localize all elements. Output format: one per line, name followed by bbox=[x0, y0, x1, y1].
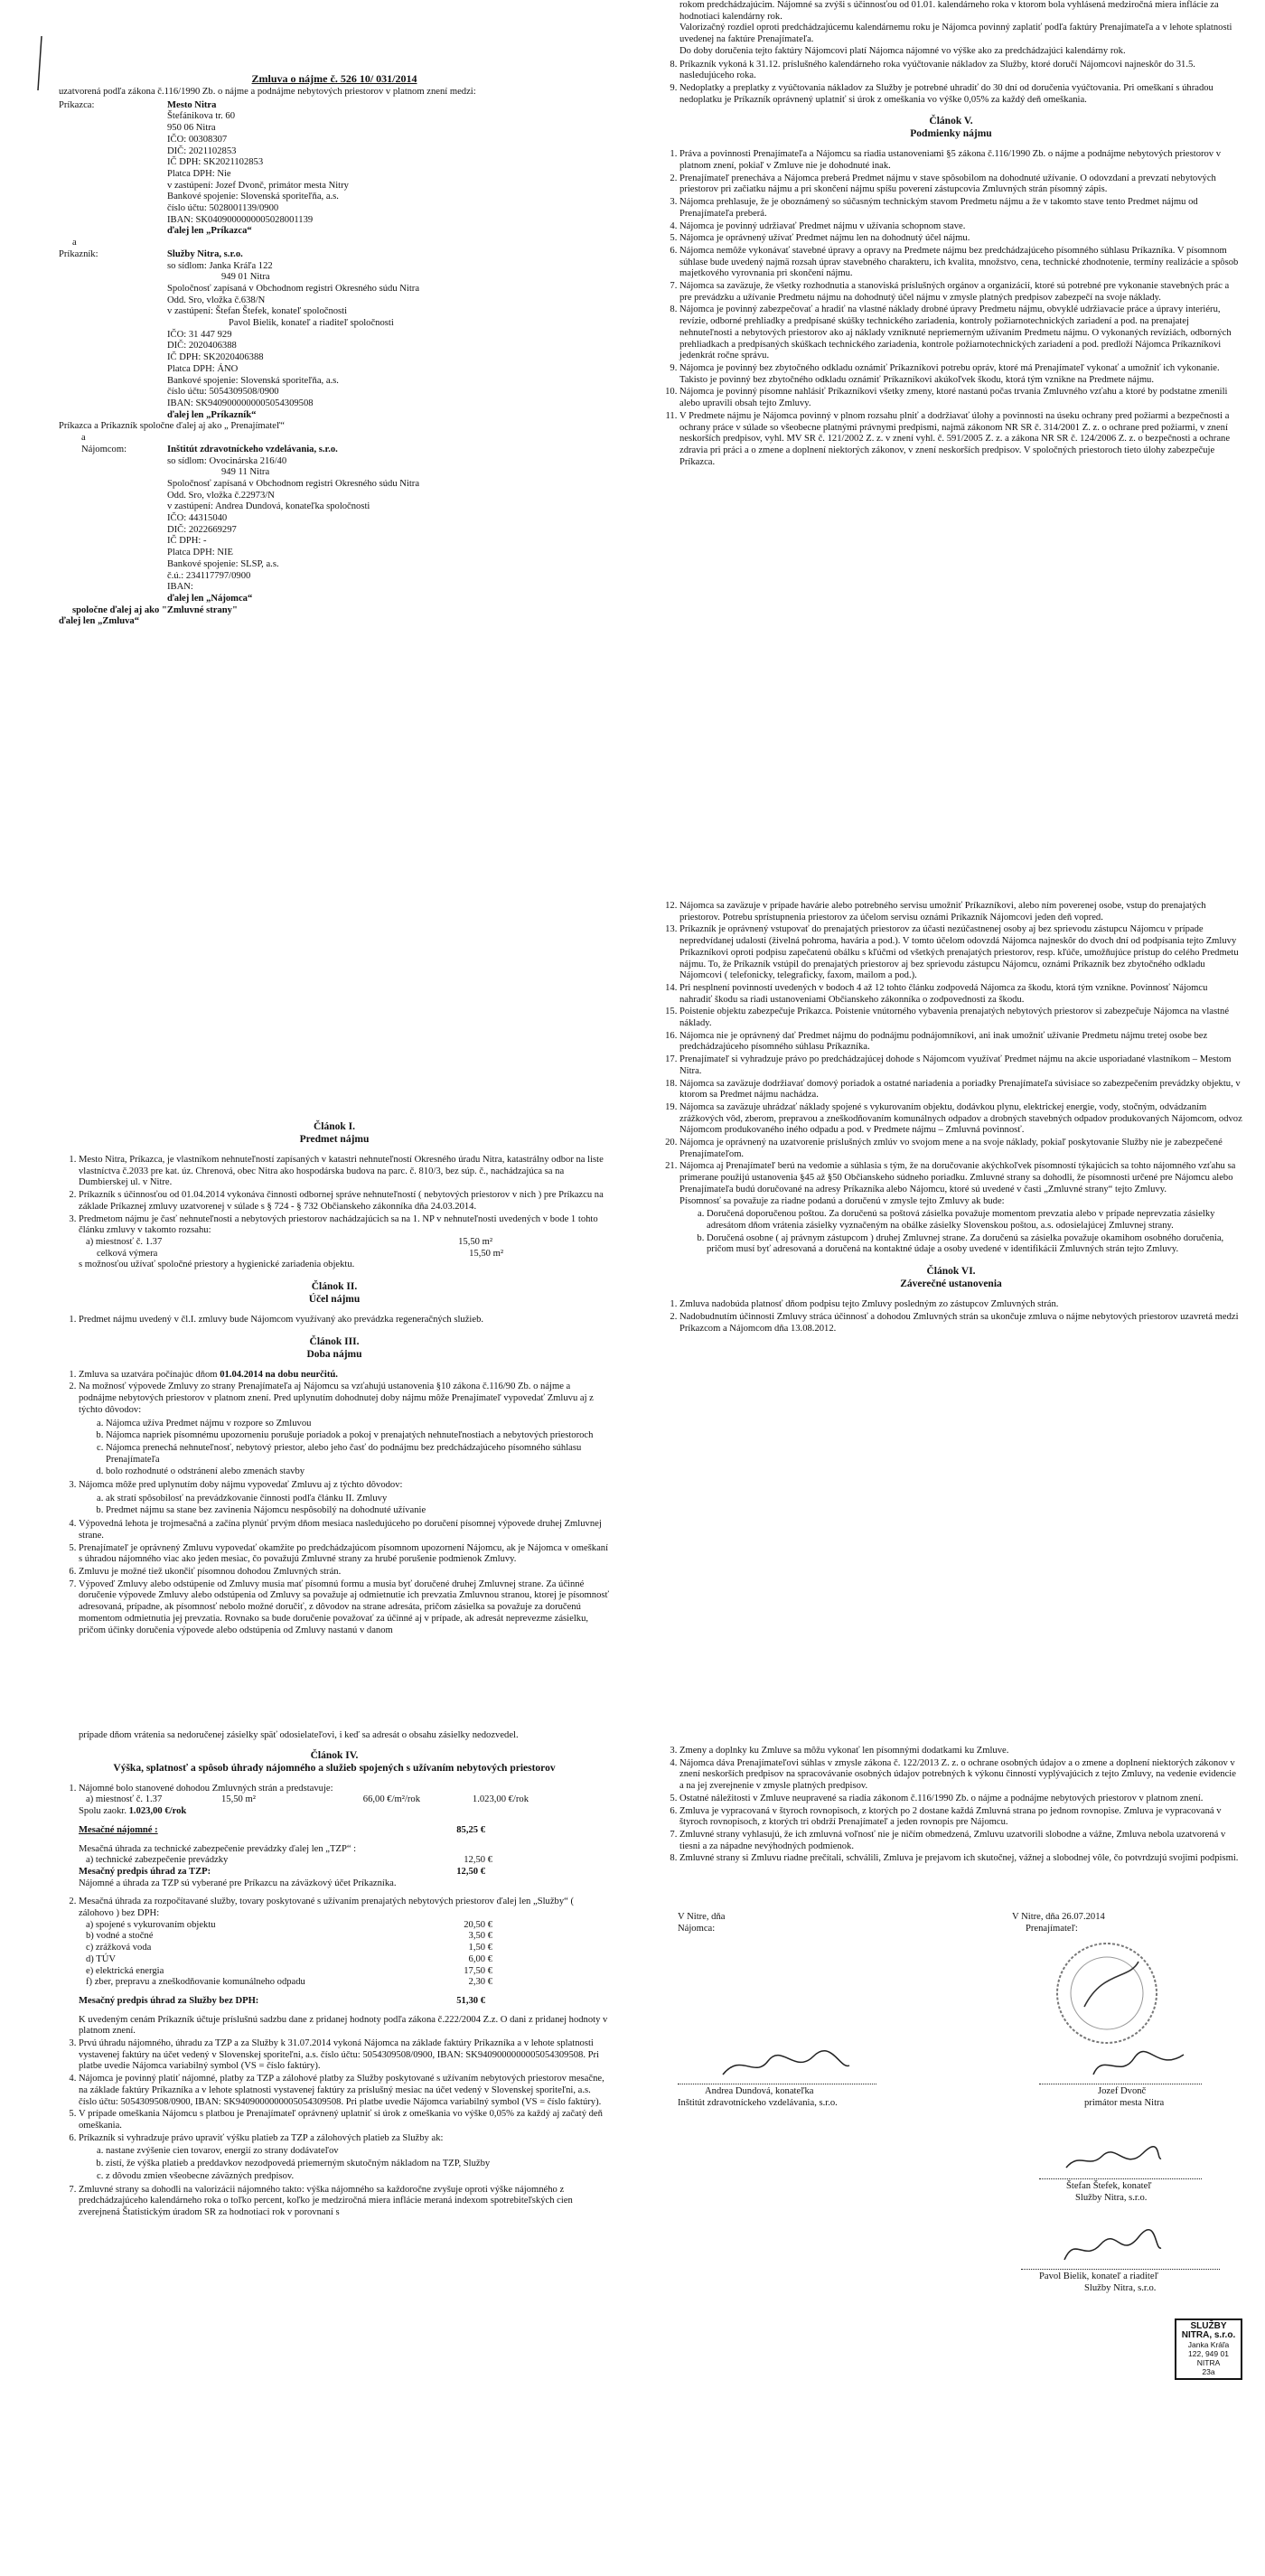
list-item-text: Na možnosť výpovede Zmluvy zo strany Prenajímateľa aj Nájomcu sa vzťahujú ustanovenia §10 zákona č.116/90 Zb. o nájme a podnájme nebytových priestorov v platnom znení. Pred uplynutím dohodnutej doby nájmu môže Prenajímateľ vypovedať Zmluvu aj z týchto dôvodov: bbox=[79, 1382, 594, 1415]
list-item: 8. Nájomca je povinný zabezpečovať a hradiť na vlastné náklady drobné úpravy Predmetu nájmu, obvyklé udržiavacie práce a úpravy interiéru, revízie, odborné prehliadky a predpísané skúšky technického zariadenia, kontroly požiarnotechnických zariadení a pod. na prenajatej nehnuteľnosti a nebytových priestorov ako aj náklady vzniknuté nepriemerným užívaním Predmetu nájmu. O vykonaných revíziách, odborných prehliadkach a predpísaných skúškach technického zariadenia, kontrole požiarnotechnických zariadení a pod. predloží Nájomca Príkazníkovi jedenkrát ročne správu. bbox=[679, 304, 1242, 362]
list-item: 13. Príkazník je oprávnený vstupovať do prenajatých priestorov za účasti nezúčastnenej osoby aj bez sprievodu zástupcu Nájomcu v prípade nepredvídanej udalosti (živelná pohroma, havária a pod.). V tomto účelom odovzdá Nájomca najneskôr do dvoch dní od podpísania tejto Zmluvy Príkazníkovi oproti podpisu zapečatenú obálku s kľúčmi od všetkých prenajatých priestorov, resp. kľúče, umožňujúce prístup do celého Predmetu nájmu. To, že Príkazník vstúpil do prenajatých priestorov aj bez sprievodu zástupcu Nájomcu, oznámi Príkazník bez zbytočného odkladu Nájomcovi ( telefonicky, telegraficky, faxom, mailom a pod.). bbox=[679, 924, 1242, 982]
area-value: 15,50 m² bbox=[458, 1236, 492, 1247]
paragraph: Valorizačný rozdiel oproti predchádzajúcemu kalendárnemu roku je Nájomca povinný zaplatiť podľa faktúry Prenajímateľa a v lehote splatnosti uvedenej na faktúre Prenajímateľa. bbox=[679, 23, 1232, 45]
place-date: V Nitre, dňa 26.07.2014 bbox=[1012, 1912, 1105, 1923]
signatory-name: Andrea Dundová, konateľka bbox=[705, 2086, 814, 2097]
article-6-list-cont bbox=[660, 1746, 1242, 1865]
stamp-line: SLUŽBY NITRA, s.r.o. bbox=[1181, 2321, 1236, 2341]
service-value: 17,50 € bbox=[464, 1965, 492, 1976]
service-label: f) zber, prepravu a zneškodňovanie komunálneho odpadu bbox=[86, 1977, 305, 1988]
service-label: a) spojené s vykurovaním objektu bbox=[86, 1919, 216, 1930]
service-row bbox=[79, 1931, 610, 1943]
pencil-mark bbox=[36, 36, 43, 90]
list-item: 1. Práva a povinnosti Prenajímateľa a Nájomcu sa riadia ustanoveniami §5 zákona č.116/1990 Zb. o nájme a podnájme nebytových priestorov v platnom znení, pokiaľ v Zmluve nie je dohodnuté inak. bbox=[679, 149, 1242, 172]
sub-list-item: c. z dôvodu zmien všeobecne záväzných predpisov. bbox=[106, 2171, 610, 2183]
party-prikaznik bbox=[59, 249, 610, 422]
list-item-text: Nájomca môže pred uplynutím doby nájmu vypovedať Zmluvu aj z týchto dôvodov: bbox=[79, 1480, 403, 1491]
list-item: 5. Nájomca je oprávnený užívať Predmet nájmu len na dohodnutý účel nájmu. bbox=[679, 233, 1242, 245]
party-name: Mesto Nitra bbox=[167, 99, 217, 110]
list-item: 14. Pri nesplnení povinností uvedených v bodoch 4 až 12 tohto článku zodpovedá Nájomca za škodu, ktorá tým vznikne. Povinnosť Nájomcu nahradiť škodu sa riadi ustanoveniami Občianskeho zákonníka o zodpovednosti za škodu. bbox=[679, 983, 1242, 1006]
article-heading: Článok II. bbox=[311, 1281, 358, 1293]
tzp-note: Nájomné a úhrada za TZP sú vyberané pre Príkazcu na záväzkový účet Príkazníka. bbox=[79, 1878, 397, 1888]
list-item: 3. Zmeny a doplnky ku Zmluve sa môžu vykonať len písomnými dodatkami ku Zmluve. bbox=[679, 1746, 1242, 1757]
service-row bbox=[79, 1954, 610, 1966]
signatory-role: Nájomca: bbox=[678, 1923, 716, 1934]
party-line: IČ DPH: SK2021102853 bbox=[167, 157, 264, 168]
article-heading: Článok I. bbox=[313, 1121, 356, 1132]
party-name: Inštitút zdravotníckeho vzdelávania, s.r.o. bbox=[167, 444, 338, 454]
article-heading: Článok VI. bbox=[926, 1266, 976, 1278]
area-note: s možnosťou užívať spoločné priestory a hygienické zariadenia objektu. bbox=[79, 1260, 355, 1270]
list-item: 4. Nájomca dáva Prenajímateľovi súhlas v zmysle zákona č. 122/2013 Z. z. o ochrane osobných údajov a o zmene a doplnení niektorých zákonov v znení neskorších predpisov na spracovávanie osobných údajov potrebných k výkonu činností vyplývajúcich z tejto Zmluvy, na vedenie evidencie a na jej zverejnenie v zmysle platných predpisov. bbox=[679, 1758, 1242, 1793]
party-najomca bbox=[59, 445, 610, 605]
signatory-name: Jozef Dvonč bbox=[1098, 2086, 1147, 2097]
list-item bbox=[679, 1161, 1242, 1256]
party-line: číslo účtu: 5028001139/0900 bbox=[167, 203, 279, 214]
party-line: Spoločnosť zapísaná v Obchodnom registri Okresného súdu Nitra bbox=[167, 283, 420, 294]
party-line: v zastúpení: Andrea Dundová, konateľka spoločnosti bbox=[167, 501, 370, 512]
page-1 bbox=[0, 0, 632, 858]
article-1-list bbox=[59, 1155, 610, 1271]
service-value: 3,50 € bbox=[468, 1931, 492, 1942]
sub-list bbox=[679, 1209, 1242, 1256]
paragraph: rokom predchádzajúcim. Nájomné sa zvýši s účinnosťou od 01.01. kalendárneho roka v ktorom bola vyhlásená medziročná miera inflácie za hodnotiaci kalendárny rok. bbox=[679, 0, 1219, 22]
party-line: číslo účtu: 5054309508/0900 bbox=[167, 387, 279, 398]
list-item: 18. Nájomca sa zaväzuje dodržiavať domový poriadok a ostatné nariadenia a poriadky Prenajímateľa súvisiace so zabezpečením prevádzky objektu, v ktorom sa Predmet nájmu nachádza. bbox=[679, 1079, 1242, 1101]
list-item: 3. Nájomca prehlasuje, že je oboznámený so súčasným technickým stavom Predmetu nájmu a že v takomto stave tento Predmet nájmu od Prenajímateľa preberá. bbox=[679, 197, 1242, 220]
list-item: 7. Výpoveď Zmluvy alebo odstúpenie od Zmluvy musia mať písomnú formu a musia byť doručené druhej Zmluvnej strane. Za účinné doručenie výpovede Zmluvy alebo odstúpenia od Zmluvy sa považuje aj odmietnutie ich prevzatia Zmluvnou stranou, ktorej je písomnosť adresovaná, prípadne, ak písomnosť nebolo možné doručiť, z dôvodov na strane adresáta, pričom zásielka sa považuje za doručenú momentom odmietnutia jej prevzatia. Rovnako sa bude doručenie považovať za účinné aj v prípade, ak adresát neprevezme zásielku, pričom účinky doručenia výpovede alebo odstúpenia od Zmluvy nastanú v danom bbox=[79, 1579, 610, 1637]
signatory-company: Služby Nitra, s.r.o. bbox=[1084, 2282, 1157, 2293]
party-line: DIČ: 2022669297 bbox=[167, 524, 237, 535]
list-item: 16. Nájomca nie je oprávnený dať Predmet nájmu do podnájmu podnájomníkovi, ani inak umožniť užívanie Predmetu nájmu tretej osobe bez predchádzajúceho písomného súhlasu Príkazníka. bbox=[679, 1031, 1242, 1054]
monthly-rent-label: Mesačné nájomné : bbox=[79, 1824, 158, 1835]
article-4-list bbox=[59, 1784, 610, 2219]
connector-a: a bbox=[72, 238, 77, 248]
sub-list-item: a. nastane zvýšenie cien tovarov, energií zo strany dodávateľov bbox=[106, 2146, 610, 2158]
party-line: Odd. Sro, vložka č.638/N bbox=[167, 295, 266, 305]
monthly-rent-value: 85,25 € bbox=[456, 1824, 485, 1835]
list-item: 6. Zmluvu je možné tiež ukončiť písomnou dohodou Zmluvných strán. bbox=[79, 1567, 610, 1578]
party-label: Príkazník: bbox=[59, 248, 98, 259]
party-label: Príkazca: bbox=[59, 99, 95, 110]
lease-start-date: 01.04.2014 na dobu neurčitú. bbox=[220, 1369, 338, 1380]
contract-short-name: ďalej len „Zmluva“ bbox=[59, 616, 139, 627]
services-total-row bbox=[79, 1996, 610, 2008]
tzp-intro: Mesačná úhrada za technické zabezpečenie prevádzky ďalej len „TZP“ : bbox=[79, 1843, 357, 1854]
rent-item-total: 1.023,00 €/rok bbox=[472, 1794, 529, 1805]
sub-list-item: a. ak stratí spôsobilosť na prevádzkovanie činnosti podľa článku II. Zmluvy bbox=[106, 1494, 610, 1505]
party-details bbox=[167, 249, 610, 422]
signature-block-left bbox=[678, 1912, 725, 1934]
signatory-company: Služby Nitra, s.r.o. bbox=[1075, 2192, 1148, 2203]
services-total-value: 51,30 € bbox=[456, 1995, 485, 2006]
page-3 bbox=[0, 858, 632, 1717]
sub-list bbox=[79, 2146, 610, 2182]
party-line: ďalej len „Nájomca“ bbox=[167, 593, 253, 604]
party-line: IČ DPH: - bbox=[167, 536, 207, 547]
party-line: Bankové spojenie: SLSP, a.s. bbox=[167, 558, 279, 569]
list-item-text: Mesačná úhrada za rozpočítavané služby, tovary poskytované s užívaním prenajatých nebytových priestorov ďalej len „Služby“ ( zálohovo ) bez DPH: bbox=[79, 1897, 575, 1919]
party-prikazca bbox=[59, 100, 610, 238]
list-item-text: Zmluva sa uzatvára počínajúc dňom bbox=[79, 1369, 220, 1380]
connector-a: a bbox=[81, 433, 86, 444]
sub-list-item: b. zistí, že výška platieb a preddavkov nezodpovedá priemerným skutočným nákladom na TZP, Služby bbox=[106, 2159, 610, 2170]
service-row bbox=[79, 1943, 610, 1954]
round-stamp-icon bbox=[1048, 1934, 1166, 2052]
rent-total-row bbox=[79, 1806, 610, 1818]
list-item: 19. Nájomca sa zaväzuje uhrádzať náklady spojené s vykurovaním objektu, dodávkou plynu, elektrickej energie, vody, stočným, odvádzaním zrážkových vôd, zberom, prepravou a zneškodňovaním komunálnych odpadov a drobných stavebných odpadov produkovaných Nájomcom, odvoz Nájomcom produkovaného iného odpadu a pod. v Predmete nájmu – Zmluvná povinnosť. bbox=[679, 1102, 1242, 1137]
area-label: a) miestnosť č. 1.37 bbox=[86, 1236, 163, 1247]
list-item: 1. Predmet nájmu uvedený v čl.I. zmluvy bude Nájomcom využívaný ako prevádzka regeneračných služieb. bbox=[79, 1315, 610, 1326]
signature-stefek-icon bbox=[1057, 2142, 1166, 2178]
vat-note: K uvedeným cenám Príkazník účtuje príslušnú sadzbu dane z pridanej hodnoty podľa zákona č.222/2004 Z.z. O dani z pridanej hodnoty v platnom znení. bbox=[79, 2014, 608, 2037]
party-line: 949 01 Nitra bbox=[221, 272, 270, 283]
rent-total-value: 1.023,00 €/rok bbox=[128, 1806, 187, 1817]
tzp-total-label: Mesačný predpis úhrad za TZP: bbox=[79, 1866, 211, 1877]
list-item: 6. Nájomca nemôže vykonávať stavebné úpravy a opravy na Predmete nájmu bez predchádzajúceho písomného súhlasu Príkazníka. V písomnom súhlase bude uvedený najmä rozsah úprav stavebného charakteru, ich kvalita, množstvo, cena, technické zhodnotenie, termíny realizácie a spôsob majetkového vyrovnania pri skončení nájmu. bbox=[679, 246, 1242, 280]
list-item: 17. Prenajímateľ si vyhradzuje právo po predchádzajúcej dohode s Nájomcom využívať Predmet nájmu na akcie usporiadané vlastníkom – Mestom Nitra. bbox=[679, 1054, 1242, 1077]
sub-list-item: a. Doručená doporučenou poštou. Za doručenú sa poštová zásielka považuje momentom prevzatia alebo v prípade neprevzatia zásielky adresátom dňom vrátenia zásielky vyznačeným na obálke zásielky Slovenskou poštou, a.s. odosielajúcej Zmluvnej strany. bbox=[707, 1209, 1242, 1232]
party-line: Platca DPH: Nie bbox=[167, 168, 231, 179]
page-4 bbox=[632, 858, 1265, 1717]
paragraph: prípade dňom vrátenia sa nedoručenej zásielky späť odosielateľovi, i keď sa adresát o obsahu zásielky nedozvedel. bbox=[79, 1730, 519, 1740]
list-item bbox=[79, 1897, 610, 2037]
party-line: IBAN: SK9409000000005054309508 bbox=[167, 398, 314, 408]
service-row bbox=[79, 1966, 610, 1978]
page-5 bbox=[0, 1717, 632, 2575]
sub-list bbox=[79, 1494, 610, 1517]
list-item: 8. Príkazník vykoná k 31.12. príslušného kalendárneho roka vyúčtovanie nákladov za Služby, ktoré doručí Nájomcovi najneskôr do 31.5. nasledujúceho roka. bbox=[679, 60, 1242, 82]
list-item: 9. Nájomca je povinný bez zbytočného odkladu oznámiť Príkazníkovi potrebu opráv, ktoré má Prenajímateľ vykonať a umožniť ich vykonanie. Takisto je povinný bez zbytočného odkladu oznámiť Príkazníkovi akúkoľvek škodu, ktorá tým vznikne na Predmete nájmu. bbox=[679, 363, 1242, 386]
party-line: v zastúpení: Jozef Dvonč, primátor mesta Nitry bbox=[167, 180, 349, 191]
signature-line bbox=[1021, 2269, 1220, 2270]
party-line: Odd. Sro, vložka č.22973/N bbox=[167, 490, 275, 501]
service-row bbox=[79, 1977, 610, 1989]
list-item: 2. Prenajímateľ prenecháva a Nájomca preberá Predmet nájmu v stave spôsobilom na dohodnuté užívanie. O odovzdaní a prevzatí nebytových priestorov pri začiatku nájmu a pri skončení nájmu spíšu poverení zástupcovia Zmluvných strán písomný zápis. bbox=[679, 173, 1242, 196]
company-stamp bbox=[1175, 2318, 1242, 2380]
party-line: DIČ: 2020406388 bbox=[167, 341, 237, 351]
service-label: d) TÚV bbox=[86, 1953, 117, 1964]
party-line: Bankové spojenie: Slovenská sporiteľňa, a.s. bbox=[167, 375, 339, 386]
party-line: ďalej len „Príkazca“ bbox=[167, 226, 252, 237]
party-details bbox=[167, 445, 610, 605]
parties-joint-name: Príkazca a Príkazník spoločne ďalej aj ako „ Prenajímateľ“ bbox=[59, 421, 285, 432]
party-details bbox=[167, 100, 610, 238]
sub-list-item: b. Predmet nájmu sa stane bez zavinenia Nájomcu nespôsobilý na dohodnuté užívanie bbox=[106, 1505, 610, 1517]
list-item bbox=[79, 1784, 610, 1890]
party-name: Služby Nitra, s.r.o. bbox=[167, 248, 243, 259]
party-line: Štefánikova tr. 60 bbox=[167, 111, 236, 122]
service-row bbox=[79, 1920, 610, 1932]
rent-row bbox=[79, 1794, 610, 1806]
service-label: e) elektrická energia bbox=[86, 1965, 164, 1976]
signature-right-3 bbox=[1021, 2269, 1220, 2294]
party-line: Platca DPH: NIE bbox=[167, 548, 233, 558]
paragraph: Do doby doručenia tejto faktúry Nájomcovi platí Nájomca nájomné vo výške ako za predchádzajúci kalendárny rok. bbox=[679, 45, 1126, 56]
signature-right-1 bbox=[1039, 2084, 1202, 2109]
party-line: IBAN: SK0409000000005028001139 bbox=[167, 214, 314, 225]
service-value: 2,30 € bbox=[468, 1977, 492, 1988]
contract-intro: uzatvorená podľa zákona č.116/1990 Zb. o nájme a podnájme nebytových priestorov v platnom znení medzi: bbox=[59, 87, 476, 97]
article-2-list bbox=[59, 1315, 610, 1326]
list-item: 7. Zmluvné strany vyhlasujú, že ich zmluvná voľnosť nie je ničím obmedzená, Zmluvu uzatvorili slobodne a vážne, Zmluva nebola uzatvorená v tiesni a za nápadne nevýhodných podmienok. bbox=[679, 1830, 1242, 1852]
article-subheading: Predmet nájmu bbox=[299, 1134, 370, 1145]
party-line: č.ú.: 234117797/0900 bbox=[167, 570, 251, 581]
contract-title: Zmluva o nájme č. 526 10/ 031/2014 bbox=[251, 72, 417, 85]
service-label: b) vodné a stočné bbox=[86, 1931, 154, 1942]
signatory-name: Štefan Štefek, konateľ bbox=[1066, 2181, 1152, 2192]
service-value: 1,50 € bbox=[468, 1943, 492, 1953]
list-item: 1. Mesto Nitra, Príkazca, je vlastníkom nehnuteľností zapísaných v katastri nehnuteľností Okresného úradu Nitra, katastrálny odbor na liste vlastníctva č.2033 pre kat. úz. Chrenová, obec Nitra ako hospodárska budova na parc. č. 810/3, bez súp. č., nachádzajúca sa na Dumbierskej ul. v Nitre. bbox=[79, 1155, 610, 1189]
stamp-line: Janka Kráľa 122, 949 01 NITRA bbox=[1187, 2340, 1230, 2368]
signatory-role: Prenajímateľ: bbox=[1026, 1923, 1078, 1934]
signature-line bbox=[1039, 2178, 1202, 2179]
list-item-text: Nájomné bolo stanovené dohodou Zmluvných strán a predstavuje: bbox=[79, 1783, 333, 1794]
party-line: IBAN: bbox=[167, 582, 193, 593]
sub-list-item: b. Nájomca napriek písomnému upozorneniu porušuje poriadok a pokoj v prenajatých nehnuteľnostiach a nebytových priestoroch bbox=[106, 1430, 610, 1442]
party-line: IČ DPH: SK2020406388 bbox=[167, 352, 264, 363]
place-date: V Nitre, dňa bbox=[678, 1912, 726, 1923]
monthly-rent-row bbox=[79, 1825, 610, 1837]
list-item: 10. Nájomca je povinný písomne nahlásiť Príkazníkovi všetky zmeny, ktoré nastanú počas trvania Zmluvného vzťahu a ktoré by podstatne zmenili alebo upravili obsah tejto Zmluvy. bbox=[679, 387, 1242, 409]
list-item: 1. Zmluva nadobúda platnosť dňom podpisu tejto Zmluvy posledným zo zástupcov Zmluvných strán. bbox=[679, 1299, 1242, 1311]
list-item-text: Predmetom nájmu je časť nehnuteľnosti a nebytových priestorov nachádzajúcich sa na 1. NP v nehnuteľnosti uvedených v bode 1 tohto článku zmluvy v takomto rozsahu: bbox=[79, 1213, 598, 1236]
article-4-list-end bbox=[660, 60, 1242, 107]
list-item: 5. Prenajímateľ je oprávnený Zmluvu vypovedať okamžite po predchádzajúcom písomnom upozornení Nájomcu, ak je Nájomca v omeškaní s úhradou nájomného viac ako jeden mesiac, čo považujú Zmluvné strany za hrubé porušenie podmienok Zmluvy. bbox=[79, 1543, 610, 1566]
party-line: Platca DPH: ÁNO bbox=[167, 363, 239, 374]
rent-item-area: 15,50 m² bbox=[221, 1794, 256, 1805]
tzp-row bbox=[79, 1855, 610, 1867]
list-item: 12. Nájomca sa zaväzuje v prípade havárie alebo potrebného servisu umožniť Príkazníkovi, alebo ním poverenej osobe, vstup do prenajatých priestorov. Potrebu sprístupnenia priestorov za účelom servisu oznámi Príkazník Nájomcovi jeden deň vopred. bbox=[679, 901, 1242, 923]
area-row bbox=[79, 1249, 610, 1260]
party-line: IČO: 31 447 929 bbox=[167, 329, 232, 340]
list-item bbox=[79, 1370, 610, 1382]
list-item bbox=[79, 1214, 610, 1272]
list-item: 15. Poistenie objektu zabezpečuje Príkazca. Poistenie vnútorného vybavenia prenajatých nebytových priestorov si zabezpečuje Nájomca na vlastné náklady. bbox=[679, 1007, 1242, 1029]
article-subheading: Doba nájmu bbox=[306, 1348, 362, 1360]
party-line: IČO: 00308307 bbox=[167, 134, 228, 145]
signature-bielik-icon bbox=[1057, 2228, 1166, 2269]
list-item: 2. Príkazník s účinnosťou od 01.04.2014 vykonáva činnosti odbornej správe nehnuteľností ( nebytových priestorov v nich ) pre Príkazcu na základe Príkaznej zmluvy uzatvorenej v súlade s § 724 - § 732 Občianskeho zákonníka dňa 24.03.2014. bbox=[79, 1190, 610, 1213]
list-item bbox=[79, 1480, 610, 1517]
party-line: v zastúpení: Štefan Štefek, konateľ spoločnosti bbox=[167, 306, 348, 317]
list-item: 4. Nájomca je povinný udržiavať Predmet nájmu v užívania schopnom stave. bbox=[679, 221, 1242, 233]
signatory-name: Pavol Bielik, konateľ a riaditeľ bbox=[1039, 2272, 1158, 2282]
list-item: 7. Zmluvné strany sa dohodli na valorizácii nájomného takto: výška nájomného sa každoročne zvyšuje oproti výške nájomného z predchádzajúceho kalendárneho roka o toľko percent, koľko je medziročná miera inflácie meraná indexom spotrebiteľských cien zverejnená Štatistickým úradom SR za hodnotiaci rok v porovnaní s bbox=[79, 2185, 610, 2219]
party-label: Nájomcom: bbox=[81, 444, 127, 454]
list-item: 7. Nájomca sa zaväzuje, že všetky rozhodnutia a stanoviská príslušných orgánov a organizácií, ktoré sú potrebné pre vykonanie stavebných prác a pre prevádzku a užívanie Predmetu nájmu na dohodnutý účel nájmu v zmysle platných predpisov zabezpečí na svoje náklady. bbox=[679, 281, 1242, 304]
paragraph: Písomnosť sa považuje za riadne podanú a doručenú v zmysle tejto Zmluvy ak bude: bbox=[679, 1195, 1005, 1206]
party-line: 950 06 Nitra bbox=[167, 123, 216, 134]
list-item: 3. Prvú úhradu nájomného, úhradu za TZP a za Služby k 31.07.2014 vykoná Nájomca na základe faktúry Príkazníka a v lehote splatnosti vystavenej faktúry na účet vedený v Slovenskej sporiteľni, a.s. číslo účtu: 5054309508/0900, IBAN: SK9409000000005054309508. Pri platbe uvedie Nájomca variabilný symbol (VS = číslo faktúry). bbox=[79, 2038, 610, 2073]
signature-block-right bbox=[1012, 1912, 1105, 1934]
party-line: so sídlom: Ovocinárska 216/40 bbox=[167, 455, 287, 466]
sub-list-item: c. Nájomca prenechá nehnuteľnosť, nebytový priestor, alebo jeho časť do podnájmu bez predchádzajúceho písomného súhlasu Prenajímateľa bbox=[106, 1443, 610, 1466]
tzp-item-label: a) technické zabezpečenie prevádzky bbox=[86, 1855, 229, 1866]
list-item: 4. Výpovedná lehota je trojmesačná a začína plynúť prvým dňom mesiaca nasledujúceho po doručení písomnej výpovede druhej Zmluvnej strane. bbox=[79, 1519, 610, 1541]
list-item: 9. Nedoplatky a preplatky z vyúčtovania nákladov za Služby je potrebné uhradiť do 30 dní od doručenia vyúčtovania. Pri omeškaní s úhradou nedoplatku je Príkazník oprávnený uplatniť si úrok z omeškania vo výške 0,05% za každý deň omeškania. bbox=[679, 83, 1242, 106]
article-5-list-cont bbox=[660, 901, 1242, 1256]
sub-list bbox=[79, 1419, 610, 1479]
party-line: Pavol Bielik, konateľ a riaditeľ spoločnosti bbox=[229, 318, 394, 329]
service-value: 20,50 € bbox=[464, 1919, 492, 1930]
signature-dundova-icon bbox=[714, 2047, 858, 2084]
list-item-text: Príkazník si vyhradzuje právo upraviť výšku platieb za TZP a zálohových platieb za Služby ak: bbox=[79, 2132, 444, 2143]
party-line: Bankové spojenie: Slovenská sporiteľňa, a.s. bbox=[167, 192, 339, 202]
sub-list-item: d. bolo rozhodnuté o odstránení alebo zmenách stavby bbox=[106, 1466, 610, 1478]
tzp-total-row bbox=[79, 1867, 610, 1878]
rent-item-rate: 66,00 €/m²/rok bbox=[362, 1794, 420, 1805]
article-6-list bbox=[660, 1299, 1242, 1335]
list-item: 5. V prípade omeškania Nájomcu s platbou je Prenajímateľ oprávnený uplatniť si úrok z omeškania vo výške 0,05% za každý aj začatý deň omeškania. bbox=[79, 2109, 610, 2131]
list-item: 8. Zmluvné strany si Zmluvu riadne prečítali, schválili, Zmluva je prejavom ich skutočnej, vážnej a slobodnej vôle, čo potvrdzujú svojimi podpismi. bbox=[679, 1853, 1242, 1865]
article-subheading: Podmienky nájmu bbox=[910, 128, 992, 140]
list-item: 4. Nájomca je povinný platiť nájomné, platby za TZP a zálohové platby za Služby poskytované s užívaním nebytových priestorov mesačne, na základe faktúry Príkazníka a v lehote splatnosti vystavenej faktúry za príslušný mesiac na účet vedený v Slovenskej sporiteľni, a.s. číslo účtu: 5054309508/0900, IBAN: SK9409000000005054309508. Pri platbe uvedie Nájomca variabilný symbol (VS = číslo faktúry). bbox=[79, 2074, 610, 2108]
party-line: DIČ: 2021102853 bbox=[167, 145, 237, 156]
party-line: IČO: 44315040 bbox=[167, 513, 228, 524]
tzp-total-value: 12,50 € bbox=[456, 1866, 485, 1877]
sub-list-item: a. Nájomca užíva Predmet nájmu v rozpore so Zmluvou bbox=[106, 1419, 610, 1430]
list-item: 2. Nadobudnutím účinnosti Zmluvy stráca účinnosť a dohodou Zmluvných strán sa ukončuje zmluva o nájme nebytových priestorov uzavretá medzi Príkazcom a Nájomcom dňa 13.08.2012. bbox=[679, 1312, 1242, 1335]
signature-left bbox=[678, 2084, 876, 2109]
list-item bbox=[79, 2133, 610, 2183]
article-subheading: Záverečné ustanovenia bbox=[900, 1279, 1002, 1290]
rent-total-label: Spolu zaokr. bbox=[79, 1806, 126, 1817]
list-item: 11. V Predmete nájmu je Nájomca povinný v plnom rozsahu plniť a dodržiavať úlohy a povinnosti na úseku ochrany pred požiarmi a bezpečnosti a ochrany práce v súlade so všeobecne platnými právnymi predpismi, najmä zákonom NR SR č. 314/2001 Z. z. o ochrane pred požiarmi, v znení neskorších predpisov, vyhl. MV SR č. 121/2002 Z. z. v znení vyhl. č. 591/2005 Z. z. a zákona NR SR č. 124/2006 Z. z. o bezpečnosti a ochrane zdravia pri práci a o zmene a doplnení niektorých zákonov, v znení neskorších predpisov. V spoločných priestoroch tieto úlohy zabezpečuje Príkazca. bbox=[679, 411, 1242, 469]
signatory-role: primátor mesta Nitra bbox=[1084, 2097, 1165, 2108]
list-item: 5. Ostatné náležitosti v Zmluve neupravené sa riadia zákonom č.116/1990 Zb. o nájme a podnájme nebytových priestorov v platnom znení. bbox=[679, 1794, 1242, 1805]
list-item: 6. Zmluva je vypracovaná v štyroch rovnopisoch, z ktorých po 2 dostane každá Zmluvná strana po jednom rovnopise. Zmluva je vypracovaná v štyroch rovnopisoch, z ktorých tri obdrží Prenajímateľ a jeden rovnopis pre Nájomcu. bbox=[679, 1806, 1242, 1829]
list-item bbox=[79, 1382, 610, 1478]
area-value: 15,50 m² bbox=[469, 1248, 503, 1259]
area-row bbox=[79, 1237, 610, 1249]
page-2 bbox=[632, 0, 1265, 858]
article-subheading: Výška, splatnosť a spôsob úhrady nájomného a služieb spojených s užívaním nebytových priestorov bbox=[113, 1762, 556, 1774]
article-subheading: Účel nájmu bbox=[308, 1294, 361, 1306]
party-line: so sídlom: Janka Kráľa 122 bbox=[167, 260, 273, 271]
service-value: 6,00 € bbox=[468, 1953, 492, 1964]
signatory-company: Inštitút zdravotníckeho vzdelávania, s.r.o. bbox=[678, 2097, 838, 2108]
sub-list-item: b. Doručená osobne ( aj právnym zástupcom ) druhej Zmluvnej strane. Za doručenú sa zásielka považuje okamihom osobného doručenia, pričom musí byť adresovaná a doručená na kontaktné údaje a osoby uvedené v identifikácii Zmluvných strán tejto Zmluvy. bbox=[707, 1233, 1242, 1256]
list-item-text: Nájomca aj Prenajímateľ berú na vedomie a súhlasia s tým, že na doručovanie akýchkoľvek písomností týkajúcich sa tohto nájomného vzťahu sa primerane použijú ustanovenia §45 až §50 Občianskeho súdneho poriadku. Zmluvné strany sa dohodli, že písomnosti určené pre Nájomcu alebo Prenajímateľa budú doručované na adresy Príkazníka alebo Nájomcu, ktoré sú uvedené v časti „Zmluvné strany“ tejto Zmluvy. bbox=[679, 1161, 1236, 1194]
signature-dvonc-icon bbox=[1084, 2047, 1193, 2084]
article-3-list bbox=[59, 1370, 610, 1636]
article-heading: Článok III. bbox=[309, 1335, 360, 1347]
article-heading: Článok V. bbox=[929, 116, 973, 127]
rent-item-label: a) miestnosť č. 1.37 bbox=[86, 1794, 163, 1805]
area-label: celková výmera bbox=[97, 1248, 158, 1259]
stamp-line: 23a bbox=[1202, 2367, 1215, 2377]
party-line: Spoločnosť zapísaná v Obchodnom registri Okresného súdu Nitra bbox=[167, 478, 420, 489]
party-line: ďalej len „Príkazník“ bbox=[167, 409, 257, 420]
page-6 bbox=[632, 1717, 1265, 2575]
service-label: c) zrážková voda bbox=[86, 1943, 152, 1953]
services-total-label: Mesačný predpis úhrad za Služby bez DPH: bbox=[79, 1995, 259, 2006]
tzp-item-value: 12,50 € bbox=[464, 1855, 492, 1866]
parties-joint-name: spoločne ďalej aj ako "Zmluvné strany" bbox=[72, 604, 238, 615]
list-item: 20. Nájomca je oprávnený na uzatvorenie príslušných zmlúv vo svojom mene a na svoje náklady, pokiaľ poskytovanie Služby nie je zabezpečené Prenajímateľom. bbox=[679, 1138, 1242, 1160]
article-heading: Článok IV. bbox=[310, 1749, 359, 1761]
party-line: 949 11 Nitra bbox=[221, 467, 270, 478]
signature-right-2 bbox=[1039, 2178, 1202, 2204]
article-5-list bbox=[660, 149, 1242, 468]
